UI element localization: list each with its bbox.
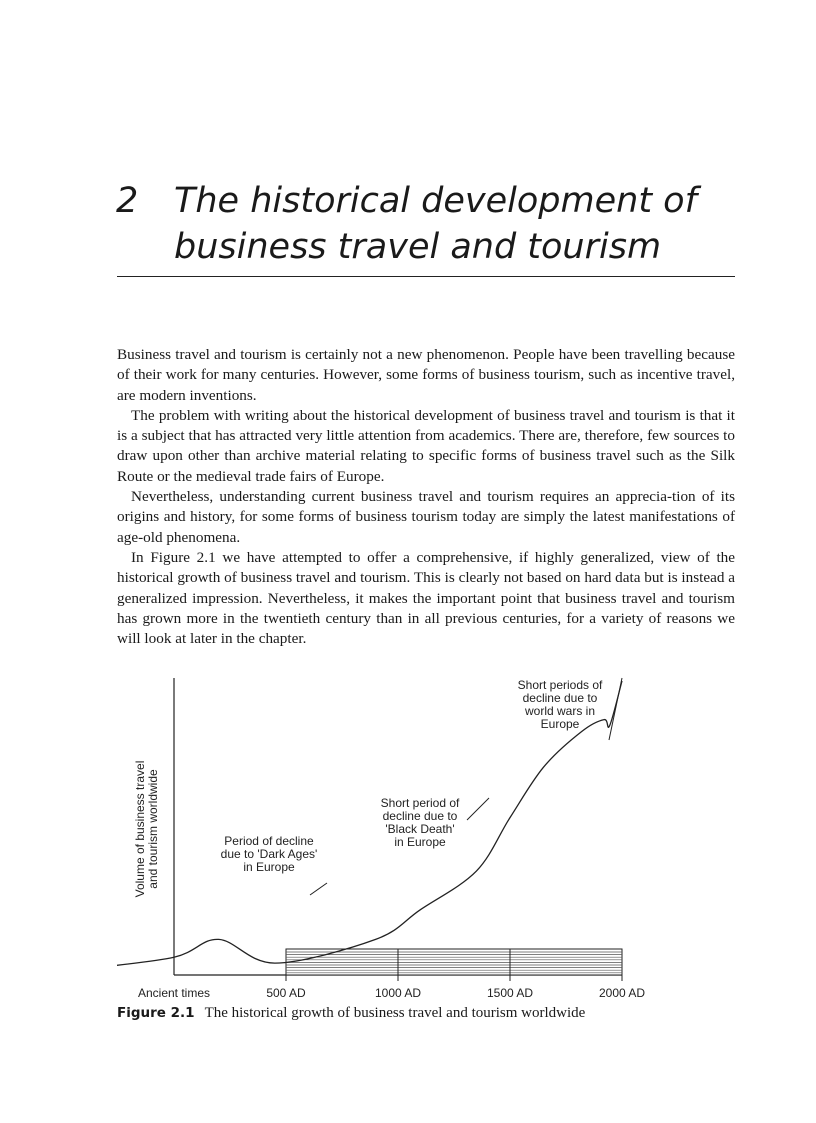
y-axis-label [133,761,160,898]
body-text [117,345,735,649]
annotation-line: 'Black Death' [385,822,455,836]
figure-caption-text: The historical growth of business travel and tourism worldwide [204,1005,586,1021]
annotation-line: decline due to [522,691,598,705]
chapter-number: 2 [116,181,139,221]
annotation-line: Short periods of [517,678,603,692]
paragraph-4: In Figure 2.1 we have attempted to offer a comprehensive, if highly generalized, view of the historical growth of business travel and tourism. This is clearly not based on hard data but is instead a generalized impression. Nevertheless, it makes the important point that business travel and tourism has grown more in the twentieth century than in all previous centuries, for a variety of reasons we will look at later in the chapter. [117,548,735,648]
annotation-pointer-black-death [467,798,489,820]
annotation-world-wars [518,678,603,731]
x-tick-label: 2000 AD [598,986,646,1000]
y-axis-label-line-1: Volume of business travel [133,760,147,898]
figure-2-1 [117,664,677,1004]
annotation-line: decline due to [382,809,458,823]
annotation-pointer-dark-ages [310,883,327,895]
annotation-black-death [381,796,460,849]
annotation-line: Period of decline [224,834,314,848]
y-axis-label-line-2: and tourism worldwide [146,769,160,889]
era-band [286,949,622,975]
growth-chart [117,664,677,1004]
x-ticks [286,975,622,981]
x-tick-label: 500 AD [266,986,306,1000]
annotation-line: due to 'Dark Ages' [220,847,318,861]
annotation-line: Short period of [380,796,460,810]
x-tick-label: Ancient times [137,986,211,1000]
annotation-line: in Europe [243,860,295,874]
paragraph-3: Nevertheless, understanding current business travel and tourism requires an apprecia-tion of its origins and history, for some forms of business tourism today are simply the latest manifestations of age-old phenomena. [117,488,735,546]
era-band-frame [286,949,622,975]
paragraph-1: Business travel and tourism is certainly not a new phenomenon. People have been travelling because of their work for many centuries. However, some forms of business tourism, such as incentive travel, are modern inventions. [117,346,735,404]
chapter-title [174,178,734,270]
x-tick-label: 1000 AD [374,986,422,1000]
chapter-title-line-1: The historical development of [174,181,697,221]
annotation-dark-ages [221,834,318,874]
annotation-line: Europe [540,717,580,731]
figure-caption [117,1003,735,1023]
figure-caption-label: Figure 2.1 [117,1005,195,1021]
annotation-pointer-world-wars [609,678,622,740]
paragraph-2: The problem with writing about the historical development of business travel and tourism is that it is a subject that has attracted very little attention from academics. There are, therefore, few sources to draw upon other than archive material relating to specific forms of business travel such as the Silk Route or the medieval trade fairs of Europe. [117,406,735,485]
annotation-line: in Europe [394,835,446,849]
title-rule [117,276,735,277]
x-tick-label: 1500 AD [486,986,534,1000]
chapter-title-line-2: business travel and tourism [174,227,662,267]
annotation-line: world wars in [524,704,596,718]
